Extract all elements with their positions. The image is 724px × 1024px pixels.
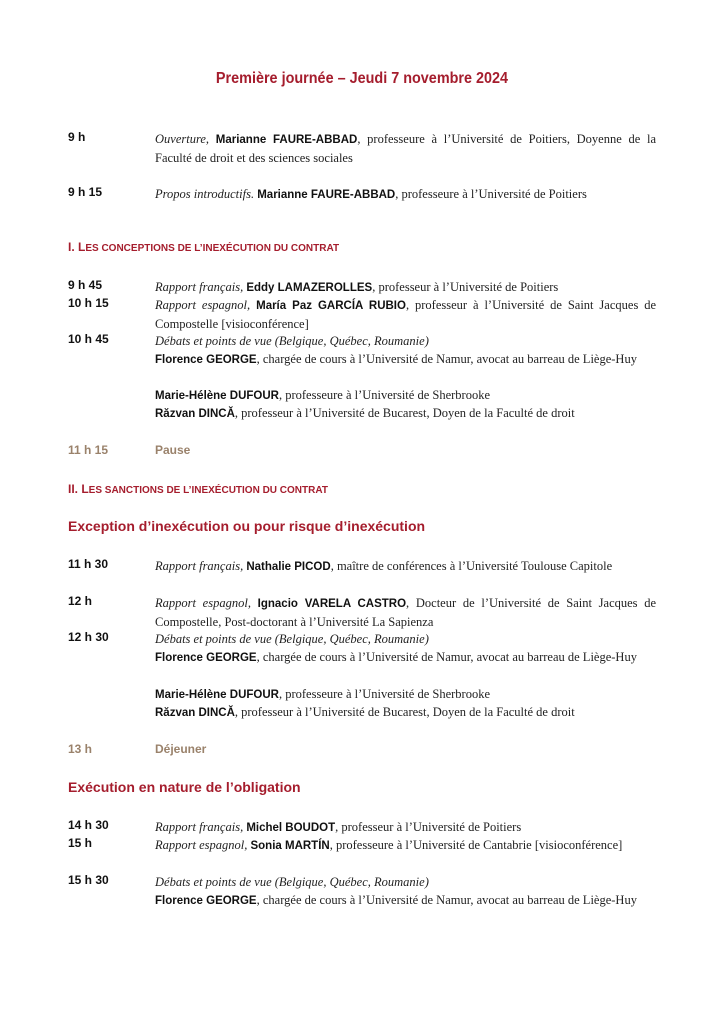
speaker-name: Eddy LAMAZEROLLES [246,282,373,294]
speaker-title: , professeure à l’Université de Poitiers [395,187,587,201]
entry-label: Rapport français, [155,820,244,834]
speaker-name: Sonia MARTÍN [250,840,330,852]
entry-text [155,703,656,722]
speaker-name: Ignacio VARELA CASTRO [257,598,407,610]
entry-label: Rapport espagnol, [155,838,248,852]
entry-time: 10 h 15 [68,296,109,310]
entry-text [155,278,656,297]
speaker-title: , professeure à l’Université de Poitiers, Doyenne de la Faculté de droit et des sciences sociales [155,132,656,165]
speaker-name: María Paz GARCÍA RUBIO [256,300,406,312]
entry-text [155,350,656,369]
section-prefix: II. L [68,482,89,496]
subsection-heading: Exécution en nature de l’obligation [68,779,301,795]
entry-time: 9 h 45 [68,278,103,292]
speaker-name: Nathalie PICOD [246,561,331,573]
entry-text [155,648,656,667]
speaker-title: , professeure à l’Université de Sherbrooke [278,388,491,402]
lunch-time: 13 h [68,742,93,756]
entry-text [155,386,656,405]
entry-time: 11 h 30 [68,557,109,571]
speaker-name: Marianne FAURE-ABBAD [257,189,396,201]
speaker-title: , professeure à l’Université de Sherbrooke [278,687,491,701]
subsection-heading: Exception d’inexécution ou pour risque d’inexécution [68,518,426,534]
speaker-name: Florence GEORGE [155,652,257,664]
entry-time: 14 h 30 [68,818,109,832]
entry-label: Rapport espagnol, [155,596,251,610]
section-rest: ES SANCTIONS DE L’INEXÉCUTION DU CONTRAT [88,485,328,496]
page-title: Première journée – Jeudi 7 novembre 2024 [215,70,509,87]
entry-label: Débats et points de vue (Belgique, Québec, Roumanie) [155,334,429,348]
entry-text [155,630,656,648]
entry-text [155,557,656,576]
entry-text [155,185,656,204]
speaker-title: , professeur à l’Université de Bucarest, Doyen de la Faculté de droit [234,705,575,719]
speaker-title: , professeur à l’Université de Poitiers [335,820,522,834]
entry-label: Rapport espagnol, [155,298,251,312]
speaker-name: Răzvan DINCĂ [155,707,235,719]
speaker-title: , professeur à l’Université de Bucarest, Doyen de la Faculté de droit [234,406,575,420]
entry-time: 9 h [68,130,86,144]
speaker-title: , chargée de cours à l’Université de Namur, avocat au barreau de Liège-Huy [256,650,637,664]
speaker-title: , professeure à l’Université de Cantabrie [visioconférence] [329,838,623,852]
entry-time: 15 h 30 [68,873,109,887]
speaker-title: , chargée de cours à l’Université de Namur, avocat au barreau de Liège-Huy [256,352,637,366]
entry-label: Propos introductifs. [155,187,255,201]
entry-time: 12 h [68,594,93,608]
entry-text [155,891,656,910]
entry-text [155,873,656,891]
entry-time: 12 h 30 [68,630,109,644]
entry-text [155,685,656,704]
speaker-title: , chargée de cours à l’Université de Namur, avocat au barreau de Liège-Huy [256,893,637,907]
lunch-label: Déjeuner [155,742,207,756]
entry-text [155,404,656,423]
speaker-name: Florence GEORGE [155,895,257,907]
entry-label: Rapport français, [155,280,244,294]
pause-label: Pause [155,443,191,457]
entry-text [155,594,656,631]
pause-time: 11 h 15 [68,443,109,457]
speaker-title: , maître de conférences à l’Université Toulouse Capitole [330,559,613,573]
speaker-title: , Docteur de l’Université de Saint Jacques de Compostelle, Post-doctorant à l’Université La Sapienza [155,596,657,629]
section-heading [68,240,339,254]
entry-label: Débats et points de vue (Belgique, Québec, Roumanie) [155,632,429,646]
speaker-name: Florence GEORGE [155,354,257,366]
entry-label: Rapport français, [155,559,244,573]
speaker-name: Răzvan DINCĂ [155,408,235,420]
section-prefix: I. L [68,240,86,254]
entry-text [155,836,656,855]
entry-label: Débats et points de vue (Belgique, Québec, Roumanie) [155,875,429,889]
section-rest: ES CONCEPTIONS DE L’INEXÉCUTION DU CONTRAT [85,243,340,254]
entry-time: 10 h 45 [68,332,109,346]
entry-time: 15 h [68,836,93,850]
section-heading [68,482,328,496]
entry-text [155,818,656,837]
speaker-name: Marie-Hélène DUFOUR [155,689,279,701]
speaker-title: , professeur à l’Université de Poitiers [372,280,559,294]
entry-text [155,296,656,333]
speaker-name: Marianne FAURE-ABBAD [215,134,358,146]
entry-text [155,332,656,350]
entry-text [155,130,656,167]
entry-label: Ouverture, [155,132,210,146]
speaker-name: Marie-Hélène DUFOUR [155,390,279,402]
entry-time: 9 h 15 [68,185,103,199]
speaker-title: , professeur à l’Université de Saint Jacques de Compostelle [visioconférence] [155,298,657,331]
speaker-name: Michel BOUDOT [246,822,336,834]
